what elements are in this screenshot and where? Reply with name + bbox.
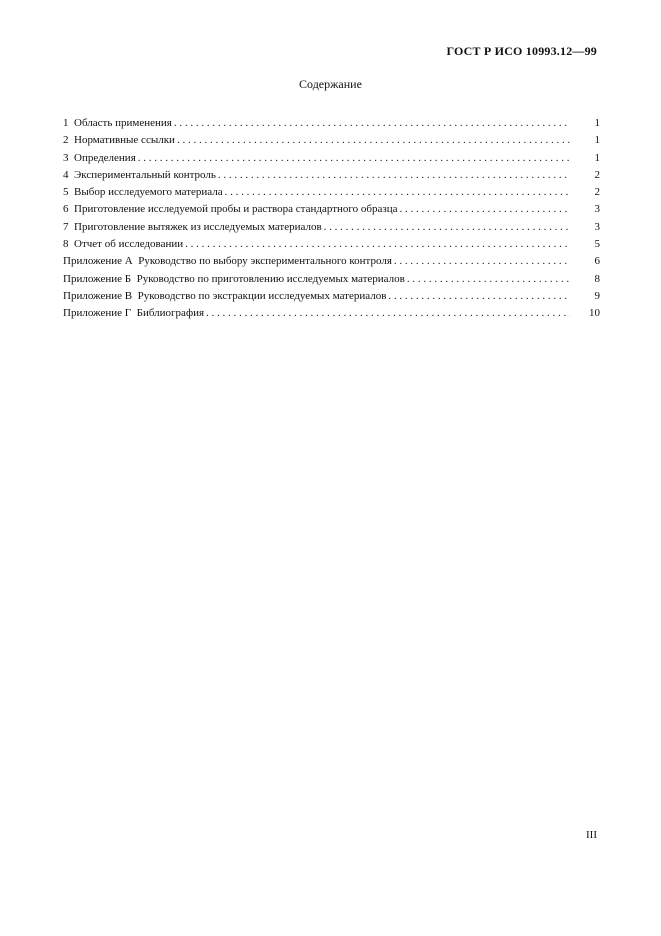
toc-entry-page: 1 — [594, 151, 600, 164]
toc-entry[interactable] — [63, 150, 600, 167]
toc-entry-label: 5 Выбор исследуемого материала — [63, 186, 223, 199]
toc-entry-label: 6 Приготовление исследуемой пробы и раствора стандартного образца — [63, 203, 398, 216]
toc-entry-label: 7 Приготовление вытяжек из исследуемых материалов — [63, 220, 322, 233]
toc-entry-appendix[interactable] — [63, 253, 600, 270]
toc-entry-appendix[interactable] — [63, 288, 600, 305]
toc-entry[interactable] — [63, 132, 600, 149]
toc-entry[interactable] — [63, 167, 600, 184]
toc-leader-dots — [218, 167, 570, 184]
toc-entry[interactable] — [63, 201, 600, 218]
toc-entry[interactable] — [63, 115, 600, 132]
toc-entry-label: Приложение Г Библиография — [63, 307, 205, 320]
toc-entry-page: 10 — [589, 307, 600, 320]
toc-entry-page: 9 — [594, 289, 600, 302]
toc-leader-dots — [407, 271, 570, 288]
toc-entry-page: 3 — [594, 220, 600, 233]
toc-entry-page: 1 — [594, 134, 600, 147]
toc-leader-dots — [225, 184, 570, 201]
toc-leader-dots — [185, 236, 570, 253]
toc-entry-label: Приложение А Руководство по выбору экспериментального контроля — [63, 255, 392, 268]
toc-entry-label: Приложение Б Руководство по приготовлению исследуемых материалов — [63, 272, 405, 285]
toc-entry-page: 6 — [594, 255, 600, 268]
toc-entry-appendix[interactable] — [63, 271, 600, 288]
page-number: III — [586, 829, 597, 841]
toc-leader-dots — [177, 132, 570, 149]
toc-entry-label: 8 Отчет об исследовании — [63, 238, 184, 251]
toc-leader-dots — [394, 253, 570, 270]
toc-entry[interactable] — [63, 236, 600, 253]
toc-entry-appendix[interactable] — [63, 305, 600, 322]
toc-title: Содержание — [299, 77, 362, 91]
toc-entry-label: Приложение В Руководство по экстракции исследуемых материалов — [63, 289, 387, 302]
toc-entry-page: 3 — [594, 203, 600, 216]
toc-entry-page: 2 — [594, 186, 600, 199]
table-of-contents — [63, 115, 600, 323]
toc-entry[interactable] — [63, 184, 600, 201]
toc-leader-dots — [388, 288, 570, 305]
toc-entry-label: 3 Определения — [63, 151, 136, 164]
toc-leader-dots — [138, 150, 570, 167]
toc-leader-dots — [324, 219, 570, 236]
toc-entry-page: 2 — [594, 168, 600, 181]
toc-leader-dots — [174, 115, 570, 132]
toc-entry-page: 5 — [594, 238, 600, 251]
toc-leader-dots — [400, 201, 570, 218]
toc-entry-page: 1 — [594, 117, 600, 129]
toc-entry[interactable] — [63, 219, 600, 236]
toc-entry-label: 2 Нормативные ссылки — [63, 134, 175, 147]
toc-leader-dots — [206, 305, 570, 322]
toc-entry-label: 4 Экспериментальный контроль — [63, 168, 216, 181]
toc-entry-label: 1 Область применения — [63, 117, 172, 129]
toc-entry-page: 8 — [594, 272, 600, 285]
document-code-header: ГОСТ Р ИСО 10993.12—99 — [446, 44, 597, 58]
